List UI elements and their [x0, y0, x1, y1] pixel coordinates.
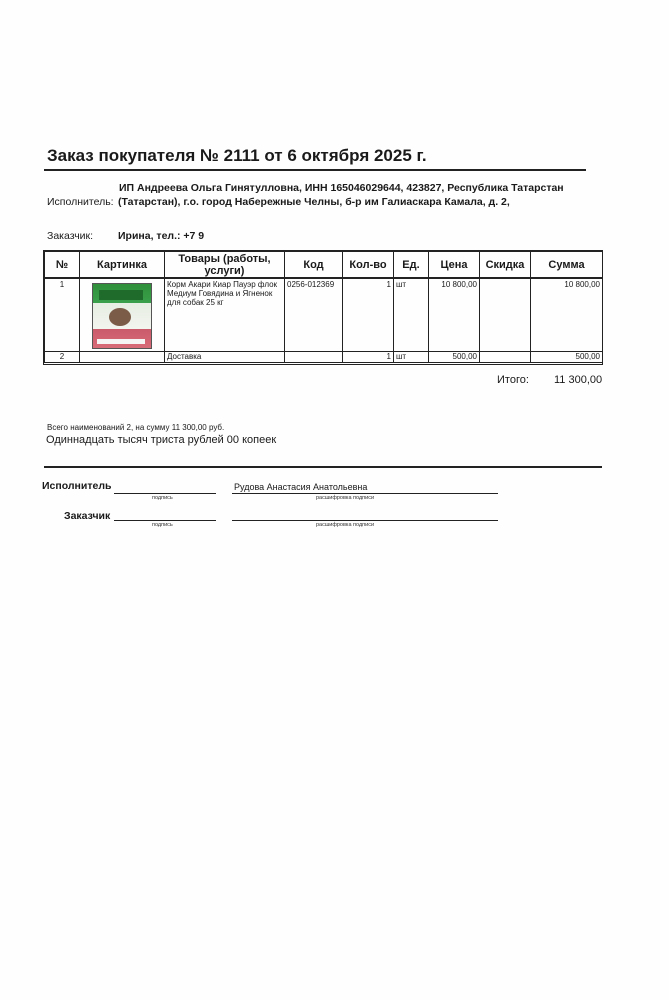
- row-picture-cell: [80, 352, 165, 363]
- header-code: Код: [285, 252, 343, 279]
- table-row: [45, 278, 603, 352]
- seller-details-line1: ИП Андреева Ольга Гинятулловна, ИНН 165046029644, 423827, Республика Татарстан: [119, 182, 564, 194]
- header-discount: Скидка: [480, 252, 531, 279]
- customer-decode-line: [232, 520, 498, 521]
- header-unit: Ед.: [394, 252, 429, 279]
- performer-sign-line: [114, 493, 216, 494]
- customer-decode-caption: расшифровка подписи: [316, 522, 375, 528]
- row-price: 500,00: [429, 352, 480, 363]
- row-goods: Доставка: [165, 352, 285, 363]
- performer-sign-caption: подпись: [152, 495, 173, 501]
- items-table: [44, 251, 603, 363]
- total-value: 11 300,00: [554, 374, 603, 386]
- row-code: [285, 352, 343, 363]
- row-goods: Корм Акари Киар Пауэр флок Медиум Говядина и Ягненок для собак 25 кг: [165, 278, 285, 352]
- product-image: [92, 283, 152, 349]
- table-row: [45, 352, 603, 363]
- customer-value: Ирина, тел.: +7 9: [118, 230, 205, 242]
- header-picture: Картинка: [80, 252, 165, 279]
- row-sum: 10 800,00: [531, 278, 603, 352]
- row-discount: [480, 278, 531, 352]
- bottom-divider: [44, 466, 602, 468]
- row-num: 1: [45, 278, 80, 352]
- customer-sign-line: [114, 520, 216, 521]
- document-title: Заказ покупателя № 2111 от 6 октября 2025 г.: [47, 146, 427, 165]
- performer-name: Рудова Анастасия Анатольевна: [234, 482, 368, 492]
- summary-words: Одиннадцать тысяч триста рублей 00 копеек: [46, 434, 277, 446]
- total-label: Итого:: [497, 374, 529, 386]
- customer-sign-caption: подпись: [152, 522, 173, 528]
- row-code: 0256-012369: [285, 278, 343, 352]
- header-price: Цена: [429, 252, 480, 279]
- customer-label: Заказчик:: [47, 230, 94, 242]
- row-qty: 1: [343, 352, 394, 363]
- performer-decode-caption: расшифровка подписи: [316, 495, 375, 501]
- header-qty: Кол-во: [343, 252, 394, 279]
- header-sum: Сумма: [531, 252, 603, 279]
- header-num: №: [45, 252, 80, 279]
- row-unit: шт: [394, 278, 429, 352]
- row-unit: шт: [394, 352, 429, 363]
- seller-label: Исполнитель:: [47, 196, 114, 208]
- title-divider: [44, 169, 586, 171]
- row-sum: 500,00: [531, 352, 603, 363]
- table-header-row: [45, 252, 603, 279]
- performer-decode-line: [232, 493, 498, 494]
- seller-details-line2: (Татарстан), г.о. город Набережные Челны, б-р им Галиаскара Камала, д. 2,: [118, 196, 510, 208]
- summary-count: Всего наименований 2, на сумму 11 300,00 руб.: [47, 423, 225, 432]
- row-picture-cell: [80, 278, 165, 352]
- row-num: 2: [45, 352, 80, 363]
- customer-sign-label: Заказчик: [64, 510, 111, 522]
- row-price: 10 800,00: [429, 278, 480, 352]
- row-qty: 1: [343, 278, 394, 352]
- row-discount: [480, 352, 531, 363]
- header-goods: Товары (работы, услуги): [165, 252, 285, 279]
- performer-label: Исполнитель: [42, 480, 112, 492]
